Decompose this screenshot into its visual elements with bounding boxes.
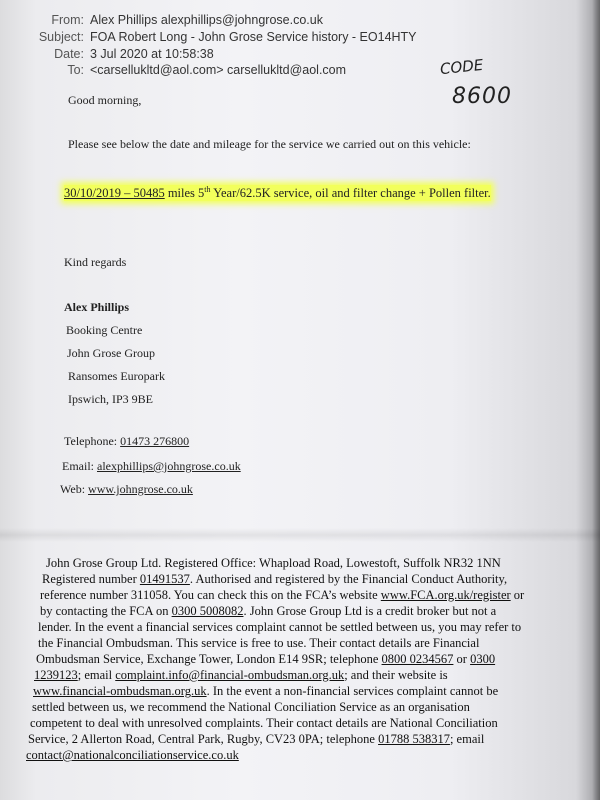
footer-line-2 [42,572,507,587]
telephone-row [64,434,189,449]
paper-edge-shadow [592,0,600,800]
footer-ncs-phone-link[interactable]: 01788 538317 [378,732,450,746]
footer-l3b: or [510,588,525,602]
footer-l9b: . In the event a non-financial services complaint cannot be [206,684,499,698]
header-date-row [0,47,214,61]
footer-l12a: Service, 2 Allerton Road, Central Park, Rugby, CV23 0PA; telephone [28,732,379,746]
footer-ncs-email-link[interactable]: contact@nationalconciliationservice.co.uk [26,748,239,762]
service-record-line [64,185,491,201]
paper-fold [0,528,600,542]
footer-reg-number-link[interactable]: 01491537 [139,572,190,586]
email-label: Email: [62,459,97,473]
handwritten-code-label: CODE [439,55,485,79]
footer-line-3 [40,588,524,603]
footer-line-4 [40,604,496,619]
web-label: Web: [60,482,89,496]
service-text-a: miles 5 [164,186,205,201]
header-subject-row [0,30,417,44]
header-to-row [0,63,346,77]
service-dash: – [120,186,134,201]
footer-line-13 [26,748,239,763]
telephone-link[interactable]: 01473 276800 [120,434,190,448]
footer-l4a: by contacting the FCA on [40,604,172,618]
footer-l8b: ; and their website is [344,668,448,682]
footer-line-1: John Grose Group Ltd. Registered Office: Whapload Road, Lowestoft, Suffolk NR32 1NN [46,556,501,570]
signature-dept: Booking Centre [66,323,143,337]
footer-l4b: . John Grose Group Ltd is a credit broker but not a [243,604,497,618]
web-link[interactable]: www.johngrose.co.uk [88,482,193,496]
service-text-b: Year/62.5K service, oil and filter change + Pollen filter. [210,186,491,201]
footer-line-10: settled between us, we recommend the National Conciliation Service as an organisation [32,700,470,714]
subject-label: Subject: [38,30,84,44]
footer-l7a: Ombudsman Service, Exchange Tower, London E14 9SR; telephone [36,652,382,666]
header-from-row [0,13,323,27]
date-value: 3 Jul 2020 at 10:58:38 [90,47,214,61]
to-label: To: [67,63,84,77]
web-row [60,482,193,497]
footer-line-9 [33,684,498,699]
footer-l3: reference number 311058. You can check this on the FCA’s website [40,588,381,602]
footer-fos-email-link[interactable]: complaint.info@financial-ombudsman.org.uk [115,668,345,682]
footer-line-7 [36,652,495,667]
handwritten-code-value: 8600 [452,84,512,109]
to-value: <carsellukltd@aol.com> carsellukltd@aol.com [90,63,347,77]
email-link[interactable]: alexphillips@johngrose.co.uk [97,459,241,473]
footer-l8a: ; email [77,668,116,682]
signature-company: John Grose Group [67,346,155,360]
footer-fca-phone-link[interactable]: 0300 5008082 [171,604,244,618]
signature-city: Ipswich, IP3 9BE [68,392,153,406]
footer-fca-link[interactable]: www.FCA.org.uk/register [380,588,511,602]
from-value: Alex Phillips alexphillips@johngrose.co.uk [90,13,323,27]
footer-l7b: or [453,652,471,666]
footer-l2b: . Authorised and registered by the Financial Conduct Authority, [189,572,508,586]
from-label: From: [51,13,84,27]
signature-name: Alex Phillips [64,300,130,314]
footer-fos-web-link[interactable]: www.financial-ombudsman.org.uk [33,684,207,698]
footer-l2a: Registered number [42,572,140,586]
footer-l12b: ; email [449,732,485,746]
footer-line-8 [34,668,448,683]
intro-text: Please see below the date and mileage for the service we carried out on this vehicle: [68,137,471,151]
footer-fos-phone-link[interactable]: 0800 0234567 [381,652,454,666]
footer-fos-phone2-link-b[interactable]: 1239123 [34,668,78,682]
service-sup: th [204,185,211,194]
footer-line-5: lender. In the event a financial services complaint cannot be settled between us, you may refer to [38,620,522,634]
greeting: Good morning, [68,93,142,107]
date-label: Date: [54,47,84,61]
footer-line-6: the Financial Ombudsman. This service is free to use. Their contact details are Financial [38,636,480,650]
subject-value: FOA Robert Long - John Grose Service history - EO14HTY [90,30,417,44]
email-row [62,459,241,474]
footer-line-12 [28,732,484,747]
signature-street: Ransomes Europark [68,369,165,383]
telephone-label: Telephone: [64,434,121,448]
service-date: 30/10/2019 [64,186,121,201]
footer-fos-phone2-link-a[interactable]: 0300 [470,652,496,666]
footer-line-11: competent to deal with unresolved complaints. Their contact details are National Conciliation [30,716,498,730]
closing: Kind regards [64,255,127,269]
service-mileage: 50485 [133,186,165,201]
